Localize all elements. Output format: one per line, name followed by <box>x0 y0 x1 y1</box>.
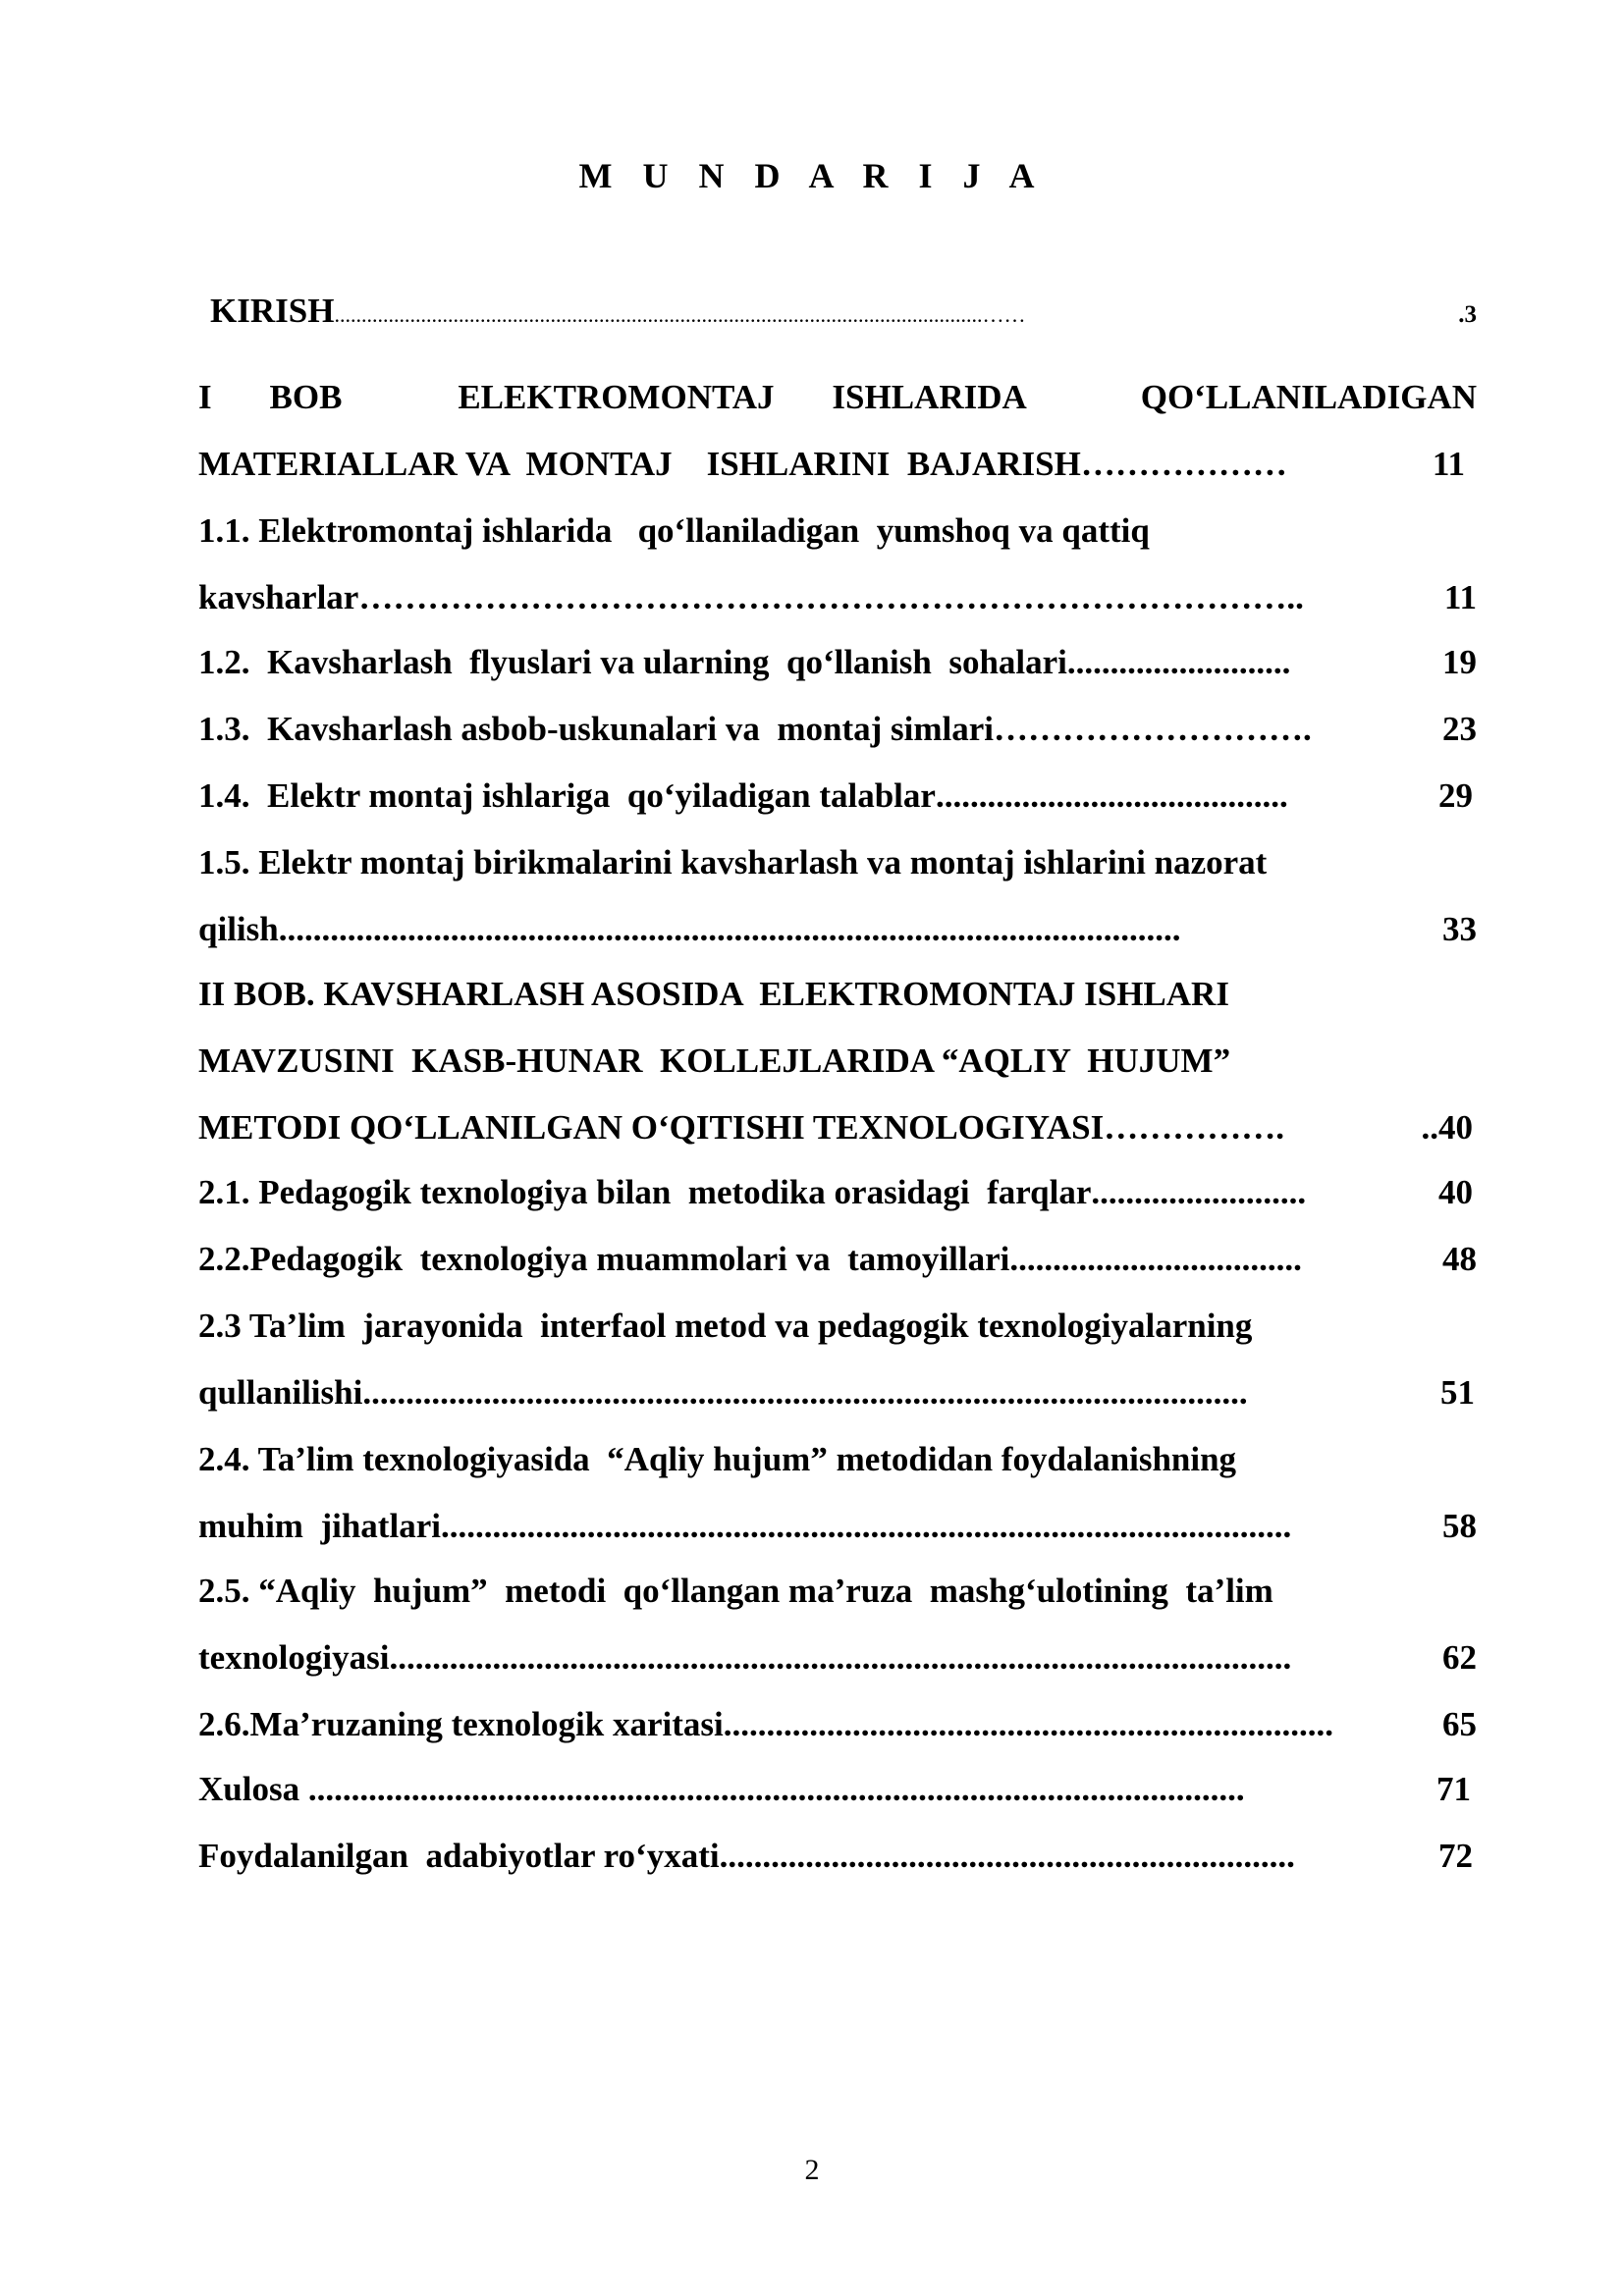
toc-leader-dots: .................................. <box>1009 1240 1302 1278</box>
toc-entry-bob1-line1[interactable]: I BOB ELEKTROMONTAJ ISHLARIDA QO‘LLANILADIGAN <box>198 378 1477 416</box>
toc-page-number: 11 <box>1443 578 1477 616</box>
toc-entry-2-3-line2[interactable] <box>198 1367 1475 1418</box>
toc-entry-1-2[interactable] <box>198 637 1477 688</box>
toc-leader-dots: ......................................... <box>935 776 1288 815</box>
toc-entry-text: kavsharlar <box>198 578 359 616</box>
toc-leader-dots: ………………………. <box>994 710 1312 748</box>
toc-leader-dots: ……………………………………………………………………….. <box>358 578 1304 616</box>
toc-page-number: 33 <box>1442 910 1477 948</box>
toc-page-number: 23 <box>1442 710 1477 748</box>
toc-page-number: 58 <box>1442 1507 1477 1545</box>
toc-entry-kirish[interactable] <box>210 286 1477 337</box>
toc-entry-bob1-line2[interactable] <box>198 439 1465 490</box>
toc-entry-text: 2.2.Pedagogik texnologiya muammolari va tamoyillari <box>198 1240 1010 1278</box>
toc-entry-text: 1.3. Kavsharlash asbob-uskunalari va montaj simlari <box>198 710 994 748</box>
toc-entry-1-3[interactable] <box>198 704 1477 755</box>
toc-leader-dots: ......................................................................................................... <box>389 1638 1292 1677</box>
toc-entry-2-1[interactable] <box>198 1167 1473 1218</box>
toc-leader-dots: ................................................................................................... <box>440 1507 1292 1545</box>
toc-entry-2-6[interactable] <box>198 1699 1477 1750</box>
toc-page-number: 65 <box>1442 1705 1477 1743</box>
toc-entry-2-3-line1[interactable]: 2.3 Ta’lim jarayonida interfaol metod va pedagogik texnologiyalarning <box>198 1307 1253 1345</box>
toc-page-number: 72 <box>1438 1837 1473 1875</box>
toc-entry-bob2-line3[interactable] <box>198 1102 1473 1153</box>
toc-page-number: 29 <box>1438 776 1473 815</box>
toc-entry-text: texnologiyasi <box>198 1638 390 1677</box>
toc-entry-text: qilish <box>198 910 279 948</box>
page-number: 2 <box>804 2154 820 2186</box>
toc-page-number: 40 <box>1438 1173 1473 1211</box>
toc-entry-text: 1.4. Elektr montaj ishlariga qo‘yiladigan talablar <box>198 776 936 815</box>
toc-entry-bob2-line1[interactable]: II BOB. KAVSHARLASH ASOSIDA ELEKTROMONTAJ ISHLARI <box>198 975 1229 1013</box>
toc-entry-text: Xulosa <box>198 1770 308 1808</box>
toc-entry-text: qullanilishi <box>198 1373 363 1412</box>
toc-page-number: .3 <box>1458 301 1477 328</box>
toc-entry-2-4-line1[interactable]: 2.4. Ta’lim texnologiyasida “Aqliy hujum” metodidan foydalanishning <box>198 1440 1237 1478</box>
toc-page-number: ..40 <box>1421 1108 1473 1147</box>
toc-leader-dots: ........................................................................................................................…… <box>334 302 1026 327</box>
toc-entry-1-1-line1[interactable]: 1.1. Elektromontaj ishlarida qo‘llaniladigan yumshoq va qattiq <box>198 511 1150 550</box>
toc-entry-1-4[interactable] <box>198 771 1473 822</box>
toc-entry-text: 2.6.Ma’ruzaning texnologik xaritasi <box>198 1705 724 1743</box>
toc-entry-text: MATERIALLAR VA MONTAJ ISHLARINI BAJARISH <box>198 445 1081 483</box>
toc-page-number: 62 <box>1442 1638 1477 1677</box>
toc-leader-dots: ................................................................... <box>719 1837 1295 1875</box>
toc-entry-xulosa[interactable] <box>198 1764 1471 1815</box>
toc-entry-text: 1.2. Kavsharlash flyuslari va ularning qo‘llanish sohalari <box>198 643 1067 681</box>
toc-entry-1-1-line2[interactable] <box>198 572 1477 623</box>
toc-leader-dots: ......................................................................................................... <box>278 910 1181 948</box>
toc-page-number: 48 <box>1442 1240 1477 1278</box>
toc-entry-bob2-line2[interactable]: MAVZUSINI KASB-HUNAR KOLLEJLARIDA “AQLIY HUJUM” <box>198 1041 1231 1080</box>
toc-leader-dots: ......................... <box>1091 1173 1307 1211</box>
toc-entry-text: muhim jihatlari <box>198 1507 441 1545</box>
toc-entry-text: KIRISH <box>210 292 335 330</box>
toc-entry-2-4-line2[interactable] <box>198 1501 1477 1552</box>
toc-leader-dots: ……………. <box>1104 1108 1284 1147</box>
toc-page-number: 51 <box>1440 1373 1475 1412</box>
toc-leader-dots: ....................................................................................................... <box>362 1373 1248 1412</box>
page-title: M U N D A R I J A <box>578 156 1046 195</box>
toc-entry-1-5-line2[interactable] <box>198 904 1477 955</box>
toc-leader-dots: .......................... <box>1066 643 1291 681</box>
toc-leader-dots: ............................................................................................................. <box>307 1770 1245 1808</box>
toc-entry-text: METODI QO‘LLANILGAN O‘QITISHI TEXNOLOGIYASI <box>198 1108 1105 1147</box>
toc-entry-1-5-line1[interactable]: 1.5. Elektr montaj birikmalarini kavsharlash va montaj ishlarini nazorat <box>198 843 1268 881</box>
toc-entry-text: 2.1. Pedagogik texnologiya bilan metodika orasidagi farqlar <box>198 1173 1092 1211</box>
toc-entry-text: Foydalanilgan adabiyotlar ro‘yxati <box>198 1837 720 1875</box>
toc-leader-dots: ....................................................................... <box>723 1705 1333 1743</box>
toc-entry-adabiyotlar[interactable] <box>198 1831 1473 1882</box>
toc-entry-2-5-line2[interactable] <box>198 1632 1477 1683</box>
toc-leader-dots: ……………… <box>1080 445 1287 483</box>
toc-page-number: 71 <box>1436 1770 1471 1808</box>
toc-page-number: 11 <box>1432 445 1465 483</box>
toc-entry-2-5-line1[interactable]: 2.5. “Aqliy hujum” metodi qo‘llangan ma’ruza mashg‘ulotining ta’lim <box>198 1572 1273 1610</box>
toc-page-number: 19 <box>1442 643 1477 681</box>
toc-entry-2-2[interactable] <box>198 1234 1477 1285</box>
